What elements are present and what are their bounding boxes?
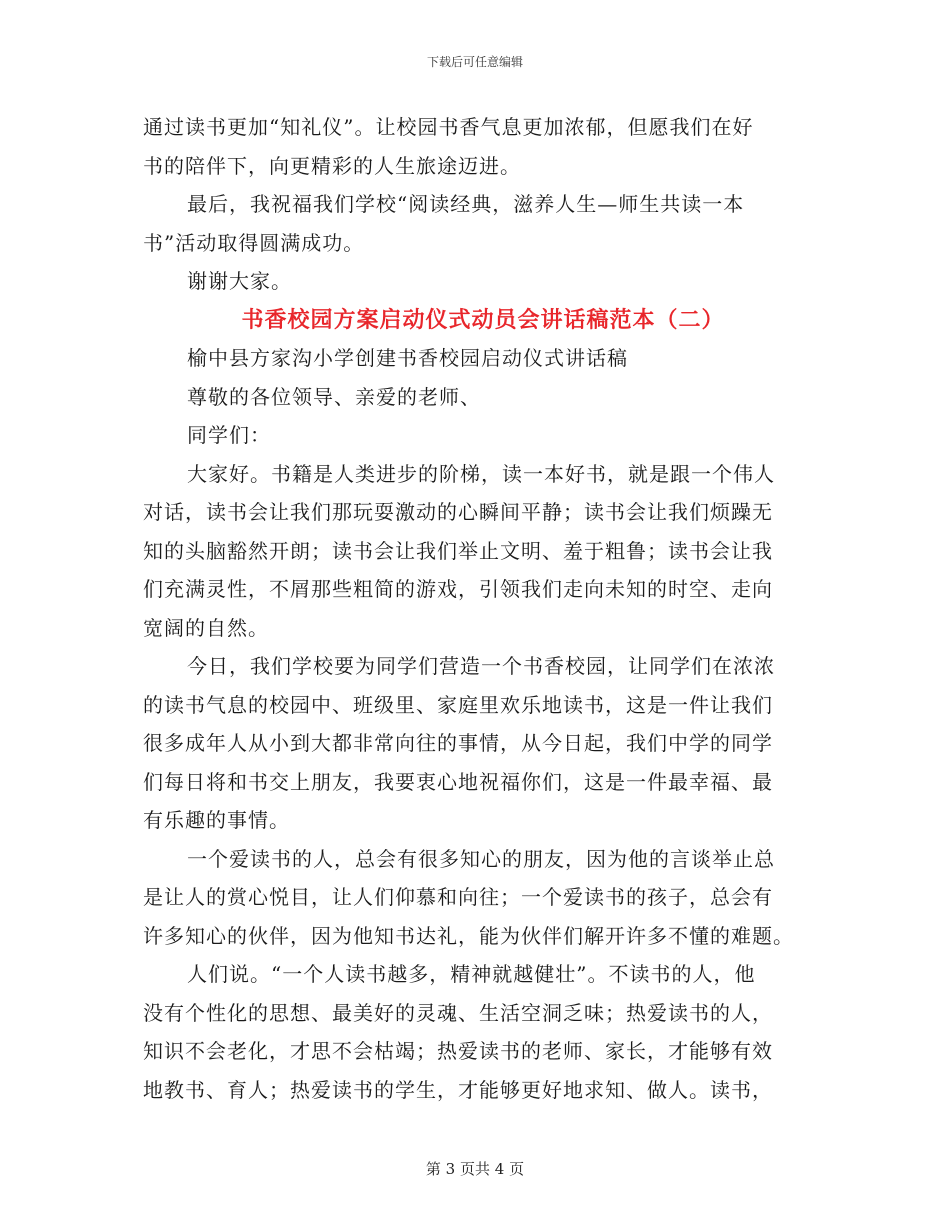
paragraph-line: 今日，我们学校要为同学们营造一个书香校园，让同学们在浓浓: [187, 654, 775, 678]
paragraph-line: 地教书、育人；热爱读书的学生，才能够更好地求知、做人。读书，: [143, 1077, 773, 1102]
paragraph-line: 人们说。“一个人读书越多，精神就越健壮”。不读书的人，他: [187, 962, 756, 986]
header-note: 下载后可任意编辑: [426, 55, 523, 69]
paragraph-line: 大家好。书籍是人类进步的阶梯，读一本好书，就是跟一个伟人: [187, 461, 775, 486]
paragraph-line: 们每日将和书交上朋友，我要衷心地祝福你们，这是一件最幸福、最: [143, 769, 773, 794]
paragraph-line: 的读书气息的校园中、班级里、家庭里欢乐地读书，这是一件让我们: [143, 692, 773, 717]
paragraph-line: 一个爱读书的人，总会有很多知心的朋友，因为他的言谈举止总: [187, 846, 775, 871]
speech-title: 榆中县方家沟小学创建书香校园启动仪式讲话稿: [187, 346, 628, 370]
paragraph-line: 知的头脑豁然开朗；读书会让我们举止文明、羞于粗鲁；读书会让我: [143, 538, 773, 563]
paragraph-line: 对话，读书会让我们那玩耍激动的心瞬间平静；读书会让我们烦躁无: [143, 500, 773, 524]
paragraph-line: 有乐趣的事情。: [143, 808, 290, 832]
section-title: 书香校园方案启动仪式动员会讲话稿范本（二）: [241, 306, 725, 333]
page-footer: 第 3 页共 4 页: [425, 1160, 525, 1178]
paragraph-line: 最后，我祝福我们学校“阅读经典，滋养人生—师生共读一本: [187, 192, 745, 216]
document-body: [143, 108, 803, 1109]
paragraph-line: 很多成年人从小到大都非常向往的事情，从今日起，我们中学的同学: [143, 731, 773, 755]
paragraph-line: 们充满灵性，不屑那些粗简的游戏，引领我们走向未知的时空、走向: [143, 577, 773, 601]
paragraph-line: 谢谢大家。: [187, 269, 292, 293]
paragraph-line: 许多知心的伙伴，因为他知书达礼，能为伙伴们解开许多不懂的难题。: [143, 923, 794, 948]
paragraph-line: 书的陪伴下，向更精彩的人生旅途迈进。: [143, 153, 521, 178]
paragraph-line: 通过读书更加“知礼仪”。让校园书香气息更加浓郁，但愿我们在好: [143, 115, 754, 139]
salutation-line: 同学们：: [187, 423, 271, 447]
paragraph-line: 没有个性化的思想、最美好的灵魂、生活空洞乏味；热爱读书的人，: [143, 1000, 773, 1025]
paragraph-line: 知识不会老化，才思不会枯竭；热爱读书的老师、家长，才能够有效: [143, 1039, 773, 1063]
paragraph-line: 书”活动取得圆满成功。: [143, 230, 365, 255]
paragraph-line: 是让人的赏心悦目，让人们仰慕和向往；一个爱读书的孩子，总会有: [143, 885, 773, 909]
paragraph-line: 宽阔的自然。: [143, 615, 269, 640]
salutation-line: 尊敬的各位领导、亲爱的老师、: [187, 384, 481, 409]
